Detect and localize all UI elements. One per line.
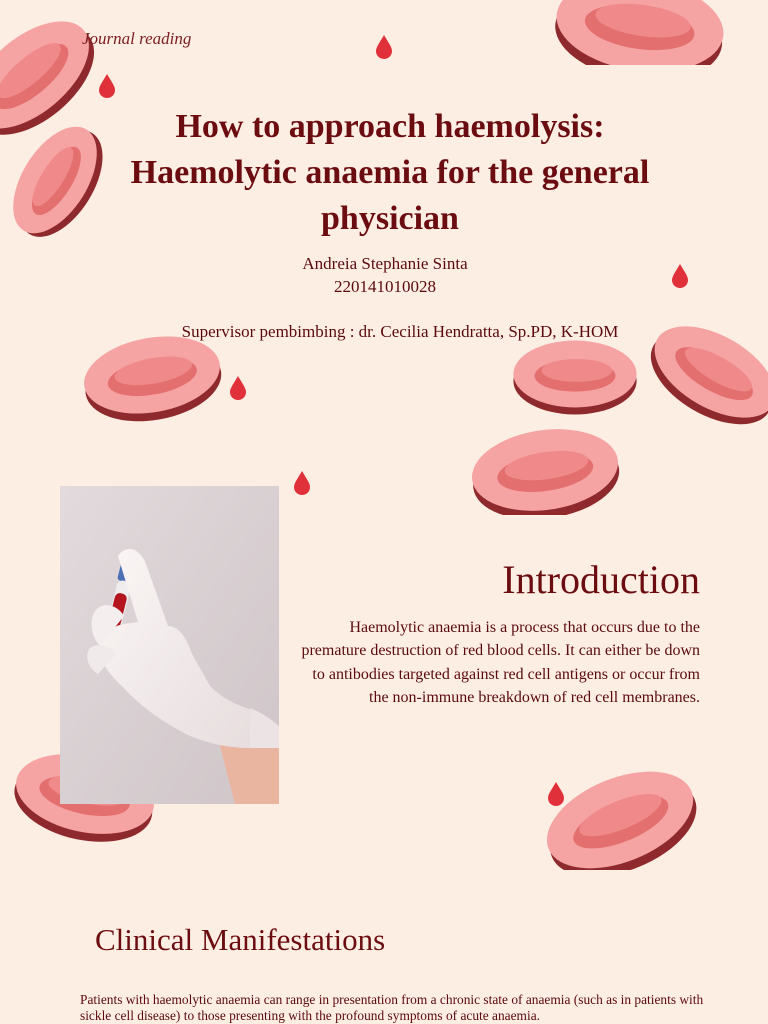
author-name: Andreia Stephanie Sinta bbox=[302, 254, 468, 273]
blood-drop-icon bbox=[546, 780, 566, 808]
red-blood-cell-illustration bbox=[80, 328, 225, 423]
supervisor-line: Supervisor pembimbing : dr. Cecilia Hendratta, Sp.PD, K-HOM bbox=[181, 322, 619, 341]
author-block bbox=[200, 252, 570, 298]
clinical-manifestations-heading: Clinical Manifestations bbox=[95, 922, 386, 957]
journal-reading-label: Journal reading bbox=[82, 29, 192, 48]
blood-drop-icon bbox=[228, 374, 248, 402]
blood-drop-icon bbox=[374, 33, 394, 61]
student-id: 220141010028 bbox=[334, 277, 436, 296]
blood-drop-icon bbox=[292, 469, 312, 497]
gloved-hand-test-tube-photo bbox=[60, 486, 279, 804]
blood-drop-icon bbox=[97, 72, 117, 100]
title-line: physician bbox=[321, 200, 459, 237]
blood-drop-icon bbox=[670, 262, 690, 290]
red-blood-cell-illustration bbox=[465, 425, 625, 515]
clinical-manifestations-body: Patients with haemolytic anaemia can range in presentation from a chronic state of anaemia (such as in patients with sickle cell disease) to those presenting with the profound symptoms of acute anaemia. bbox=[80, 992, 704, 1023]
introduction-heading: Introduction bbox=[502, 557, 700, 602]
document-title bbox=[60, 104, 720, 242]
red-blood-cell-illustration bbox=[510, 332, 640, 417]
red-blood-cell-illustration bbox=[545, 0, 735, 65]
title-line: How to approach haemolysis: bbox=[175, 108, 605, 145]
introduction-body: Haemolytic anaemia is a process that occurs due to the premature destruction of red blood cells. It can either be down to antibodies targeted against red cell antigens or occur from the non-immune breakdown of red cell membranes. bbox=[301, 619, 700, 707]
title-line: Haemolytic anaemia for the general bbox=[130, 154, 650, 191]
